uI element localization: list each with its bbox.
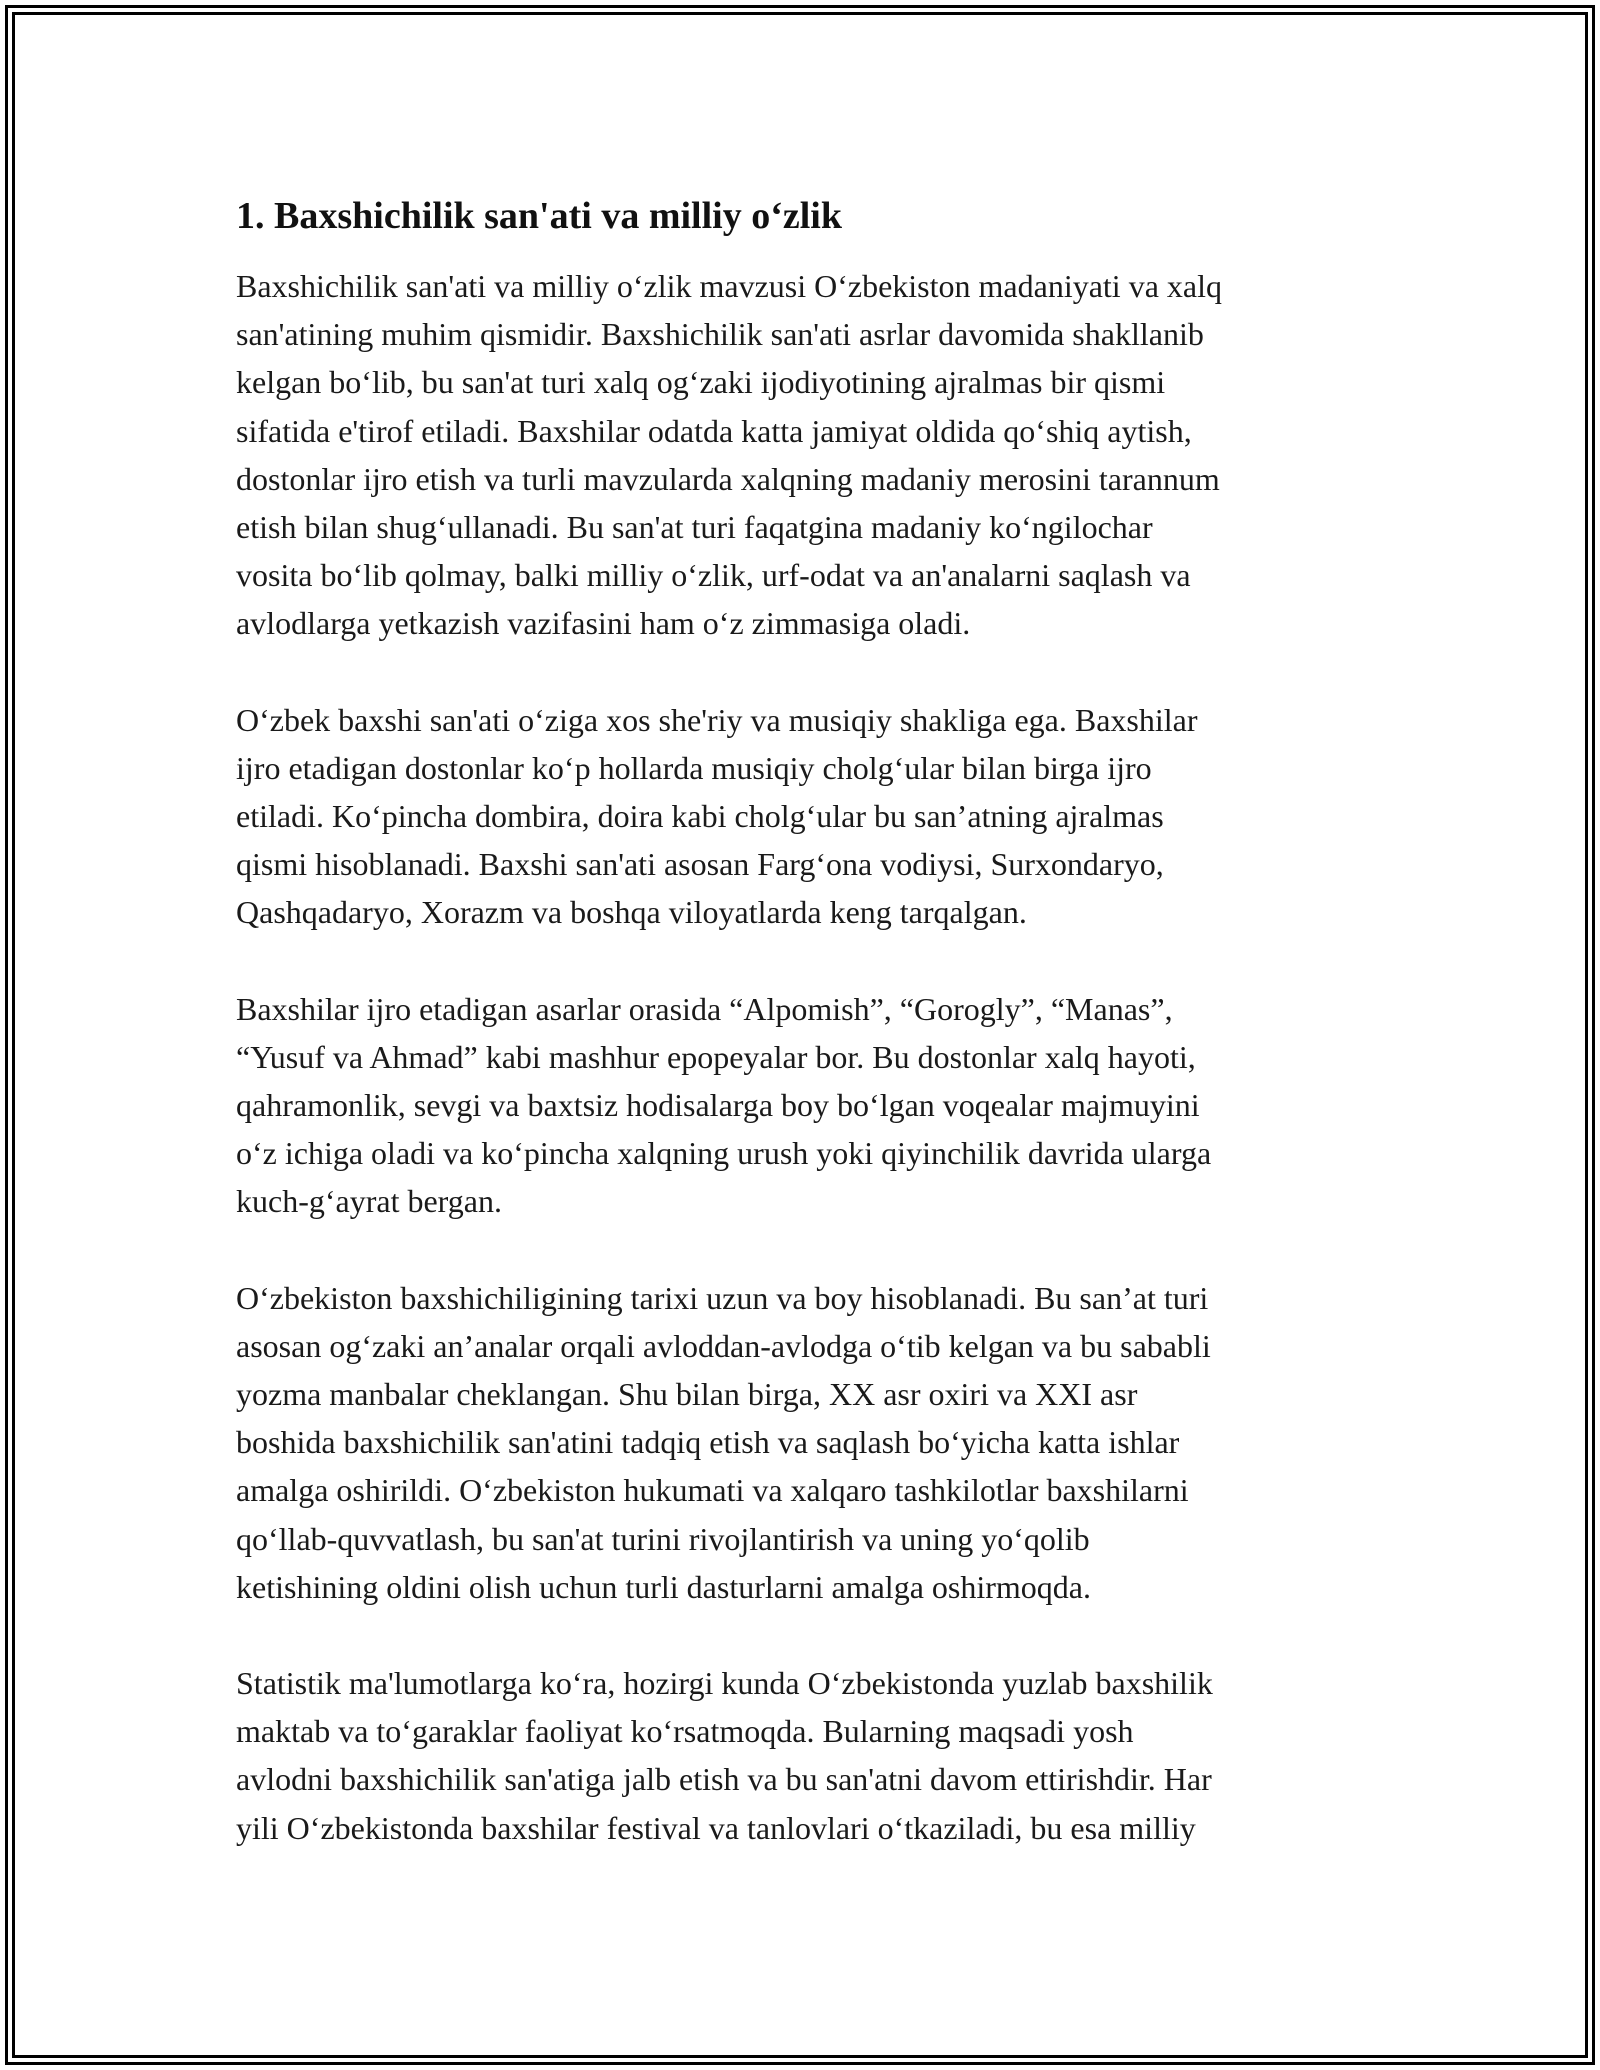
text-line: etiladi. Ko‘pincha dombira, doira kabi cholg‘ular bu san’atning ajralmas [236,798,1164,835]
text-line: qo‘llab-quvvatlash, bu san'at turini rivojlantirish va uning yo‘qolib [236,1520,1090,1557]
text-line: vosita bo‘lib qolmay, balki milliy o‘zlik, urf-odat va an'analarni saqlash va [236,557,1191,594]
text-line: ijro etadigan dostonlar ko‘p hollarda musiqiy cholg‘ular bilan birga ijro [236,749,1152,786]
paragraph-2 [236,696,1396,937]
text-line: “Yusuf va Ahmad” kabi mashhur epopeyalar bor. Bu dostonlar xalq hayoti, [236,1038,1196,1075]
text-line: avlodni baxshichilik san'atiga jalb etish va bu san'atni davom ettirishdir. Har [236,1761,1212,1798]
text-line: Baxshichilik san'ati va milliy o‘zlik mavzusi O‘zbekiston madaniyati va xalq [236,268,1222,304]
text-line: qahramonlik, sevgi va baxtsiz hodisalarga boy bo‘lgan voqealar majmuyini [236,1087,1200,1124]
paragraph-4 [236,1274,1396,1611]
text-line: kuch-g‘ayrat bergan. [236,1183,502,1220]
paragraph-1 [236,262,1396,648]
text-line: Statistik ma'lumotlarga ko‘ra, hozirgi kunda O‘zbekistonda yuzlab baxshilik [236,1665,1213,1702]
paragraph-5 [236,1659,1396,1852]
document-body [236,190,1396,1900]
text-line: kelgan bo‘lib, bu san'at turi xalq og‘zaki ijodiyotining ajralmas bir qismi [236,364,1166,401]
paragraph-3 [236,985,1396,1226]
text-line: yili O‘zbekistonda baxshilar festival va tanlovlari o‘tkaziladi, bu esa milliy [236,1809,1196,1846]
text-line: O‘zbekiston baxshichiligining tarixi uzun va boy hisoblanadi. Bu san’at turi [236,1279,1209,1316]
text-line: amalga oshirildi. O‘zbekiston hukumati va xalqaro tashkilotlar baxshilarni [236,1472,1189,1509]
text-line: Baxshilar ijro etadigan asarlar orasida “Alpomish”, “Gorogly”, “Manas”, [236,990,1173,1027]
text-line: maktab va to‘garaklar faoliyat ko‘rsatmoqda. Bularning maqsadi yosh [236,1713,1134,1750]
text-line: boshida baxshichilik san'atini tadqiq etish va saqlash bo‘yicha katta ishlar [236,1424,1180,1461]
text-line: sifatida e'tirof etiladi. Baxshilar odatda katta jamiyat oldida qo‘shiq aytish, [236,412,1192,449]
section-heading: 1. Baxshichilik san'ati va milliy o‘zlik [236,195,842,237]
text-line: asosan og‘zaki an’analar orqali avloddan-avlodga o‘tib kelgan va bu sababli [236,1327,1211,1364]
text-line: dostonlar ijro etish va turli mavzularda xalqning madaniy merosini tarannum [236,460,1220,497]
text-line: ketishining oldini olish uchun turli dasturlarni amalga oshirmoqda. [236,1568,1091,1605]
text-line: Qashqadaryo, Xorazm va boshqa viloyatlarda keng tarqalgan. [236,894,1027,931]
text-line: O‘zbek baxshi san'ati o‘ziga xos she'riy va musiqiy shakliga ega. Baxshilar [236,701,1198,738]
text-line: etish bilan shug‘ullanadi. Bu san'at turi faqatgina madaniy ko‘ngilochar [236,509,1153,546]
text-line: san'atining muhim qismidir. Baxshichilik san'ati asrlar davomida shakllanib [236,316,1204,353]
text-line: o‘z ichiga oladi va ko‘pincha xalqning urush yoki qiyinchilik davrida ularga [236,1135,1212,1172]
text-line: qismi hisoblanadi. Baxshi san'ati asosan Farg‘ona vodiysi, Surxondaryo, [236,846,1164,883]
text-line: avlodlarga yetkazish vazifasini ham o‘z zimmasiga oladi. [236,605,971,642]
text-line: yozma manbalar cheklangan. Shu bilan birga, XX asr oxiri va XXI asr [236,1376,1138,1413]
